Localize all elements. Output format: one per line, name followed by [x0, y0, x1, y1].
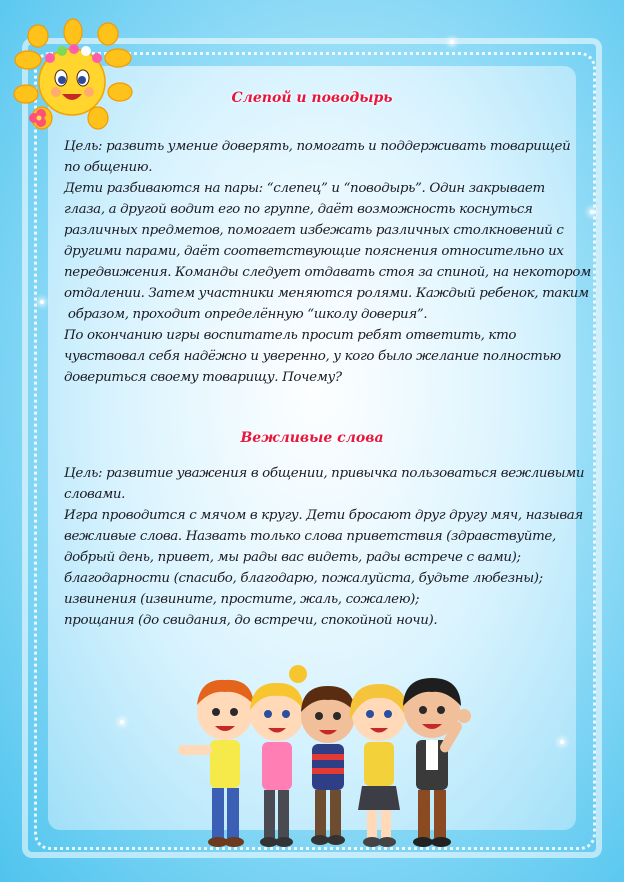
- child-icon: [350, 684, 408, 847]
- sparkle-icon: [590, 210, 594, 214]
- child-icon: [403, 678, 471, 847]
- text-line: по общению.: [64, 160, 153, 175]
- section-body: [64, 136, 591, 388]
- sun-icon: [8, 18, 138, 130]
- text-line: благодарности (спасибо, благодарю, пожалуйста, будьте любезны);: [64, 571, 543, 586]
- text-line: образом, проходит определённую “школу доверия”.: [64, 307, 428, 322]
- section-title: Вежливые слова: [240, 430, 384, 446]
- text-line: другими парами, даёт соответствующие пояснения относительно их: [64, 244, 564, 259]
- text-line: различных предметов, помогает избежать различных столкновений с: [64, 223, 564, 238]
- text-line: Дети разбиваются на пары: “слепец” и “поводырь”. Один закрывает: [64, 181, 545, 196]
- text-line: По окончанию игры воспитатель просит ребят ответить, кто: [64, 328, 517, 343]
- section-body: [64, 463, 585, 631]
- sparkle-icon: [120, 720, 124, 724]
- text-line: добрый день, привет, мы рады вас видеть, рады встрече с вами);: [64, 550, 521, 565]
- sparkle-icon: [450, 40, 454, 44]
- text-line: вежливые слова. Назвать только слова приветствия (здравствуйте,: [64, 529, 556, 544]
- text-line: Игра проводится с мячом в кругу. Дети бросают друг другу мяч, называя: [64, 508, 583, 523]
- child-icon: [301, 686, 355, 845]
- text-line: чувствовал себя надёжно и уверенно, у кого было желание полностью: [64, 349, 561, 364]
- text-line: Цель: развить умение доверять, помогать и поддерживать товарищей: [64, 139, 571, 154]
- sparkle-icon: [560, 740, 564, 744]
- text-line: передвижения. Команды следует отдавать стоя за спиной, на некотором: [64, 265, 591, 280]
- child-icon: [250, 665, 307, 847]
- children-illustration: [170, 650, 490, 860]
- sparkle-icon: [40, 300, 44, 304]
- text-line: Цель: развитие уважения в общении, привычка пользоваться вежливыми: [64, 466, 585, 481]
- child-icon: [178, 680, 254, 847]
- text-line: отдалении. Затем участники меняются ролями. Каждый ребенок, таким: [64, 286, 589, 301]
- section-title: Слепой и поводырь: [231, 90, 393, 106]
- text-line: довериться своему товарищу. Почему?: [64, 370, 342, 385]
- text-line: глаза, а другой водит его по группе, даёт возможность коснуться: [64, 202, 533, 217]
- text-line: прощания (до свидания, до встречи, спокойной ночи).: [64, 613, 438, 628]
- text-line: извинения (извините, простите, жаль, сожалею);: [64, 592, 420, 607]
- text-line: словами.: [64, 487, 126, 502]
